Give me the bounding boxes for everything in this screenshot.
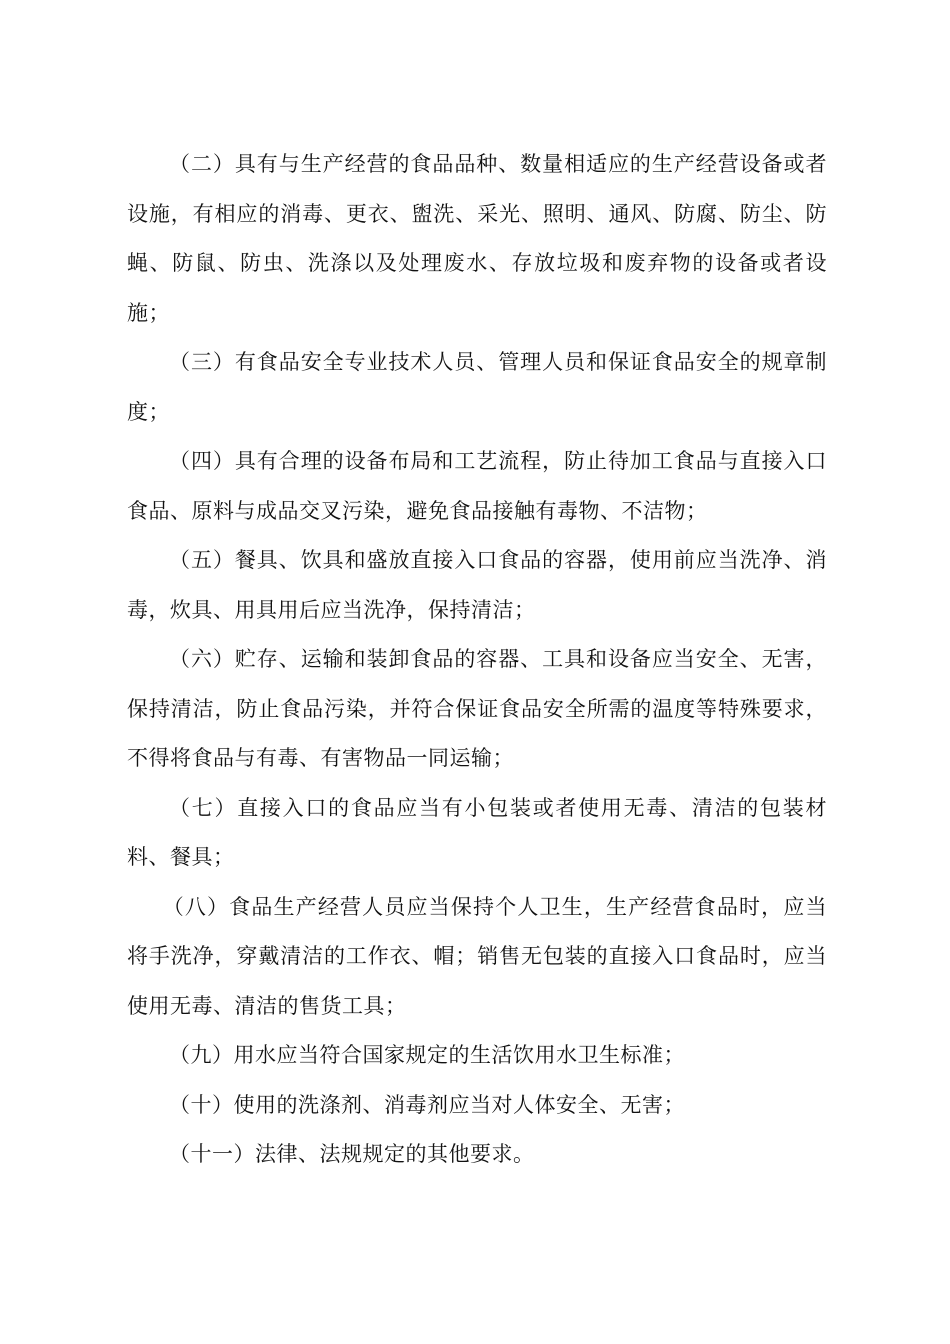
paragraph-item-4: （四）具有合理的设备布局和工艺流程，防止待加工食品与直接入口食品、原料与成品交叉污染，避免食品接触有毒物、不洁物； <box>127 449 827 523</box>
paragraph-item-8: （八）食品生产经营人员应当保持个人卫生，生产经营食品时，应当将手洗净，穿戴清洁的工作衣、帽；销售无包装的直接入口食品时，应当使用无毒、清洁的售货工具； <box>127 894 827 1018</box>
paragraph-item-2: （二）具有与生产经营的食品品种、数量相适应的生产经营设备或者设施，有相应的消毒、更衣、盥洗、采光、照明、通风、防腐、防尘、防蝇、防鼠、防虫、洗涤以及处理废水、存放垃圾和废弃物的设备或者设施； <box>127 152 827 325</box>
document-body <box>127 140 827 1180</box>
paragraph-item-9: （九）用水应当符合国家规定的生活饮用水卫生标准； <box>169 1043 685 1067</box>
paragraph-item-5: （五）餐具、饮具和盛放直接入口食品的容器，使用前应当洗净、消毒，炊具、用具用后应当洗净，保持清洁； <box>127 548 827 622</box>
paragraph-item-10: （十）使用的洗涤剂、消毒剂应当对人体安全、无害； <box>169 1092 685 1117</box>
paragraph-item-11: （十一）法律、法规规定的其他要求。 <box>169 1142 535 1166</box>
paragraph-item-3: （三）有食品安全专业技术人员、管理人员和保证食品安全的规章制度； <box>127 350 827 424</box>
paragraph-item-6: （六）贮存、运输和装卸食品的容器、工具和设备应当安全、无害，保持清洁，防止食品污染，并符合保证食品安全所需的温度等特殊要求，不得将食品与有毒、有害物品一同运输； <box>127 647 827 770</box>
paragraph-item-7: （七）直接入口的食品应当有小包装或者使用无毒、清洁的包装材料、餐具； <box>127 795 827 869</box>
